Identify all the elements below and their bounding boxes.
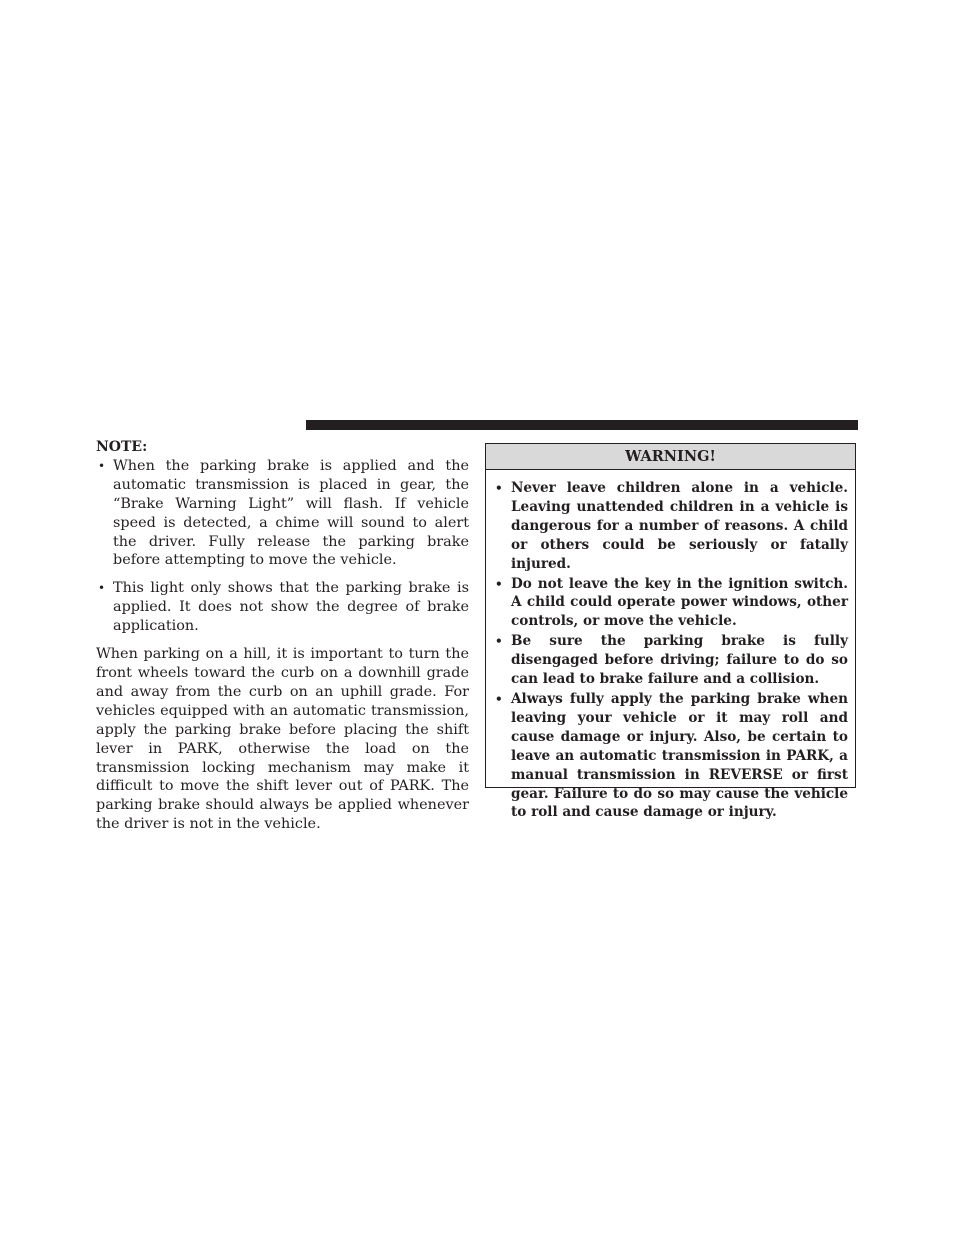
note-bullet-text: When the parking brake is applied and the automatic transmission is placed in gear, the “Brake Warning Light” will flash. If vehicle speed is detected, a chime will sound to alert the driver. Fully release the parking brake before attempting to move the vehicle. — [113, 457, 469, 569]
warning-title: WARNING! — [486, 444, 855, 470]
warning-bullet-item — [494, 632, 848, 689]
warning-bullet-item — [494, 479, 848, 574]
bullet-icon: • — [98, 458, 106, 473]
body-paragraph: When parking on a hill, it is important to turn the front wheels toward the curb on a downhill grade and away from the curb on an uphill grade. For vehicles equipped with an automatic transmission, apply the parking brake before placing the shift lever in PARK, otherwise the load on the transmission locking mechanism may make it difficult to move the shift lever out of PARK. The parking brake should always be applied whenever the driver is not in the vehicle. — [96, 646, 469, 833]
warning-bullet-text: Be sure the parking brake is fully disengaged before driving; failure to do so can lead to brake failure and a collision. — [511, 633, 848, 688]
note-bullet-text: This light only shows that the parking brake is applied. It does not show the degree of brake application. — [113, 580, 469, 635]
note-list — [96, 457, 469, 636]
bullet-icon: • — [495, 691, 503, 706]
bullet-icon: • — [495, 576, 503, 591]
warning-list — [486, 470, 855, 822]
note-heading: NOTE: — [96, 439, 148, 455]
warning-bullet-item — [494, 575, 848, 632]
note-bullet-item — [96, 457, 469, 570]
warning-bullet-text: Do not leave the key in the ignition switch. A child could operate power windows, other controls, or move the vehicle. — [511, 575, 848, 630]
section-header-bar — [306, 420, 858, 430]
bullet-icon: • — [495, 481, 503, 495]
bullet-icon: • — [495, 634, 503, 649]
warning-bullet-item — [494, 690, 848, 822]
note-bullet-item — [96, 579, 469, 636]
warning-bullet-text: Always fully apply the parking brake when leaving your vehicle or it may roll and cause damage or injury. Also, be certain to leave an automatic transmission in PARK, a manual transmission in REVERSE or first gear. Failure to do so may cause the vehicle to roll and cause damage or injury. — [511, 690, 848, 821]
warning-box — [485, 443, 856, 821]
warning-bullet-text: Never leave children alone in a vehicle. Leaving unattended children in a vehicle is dangerous for a number of reasons. A child or others could be seriously or fatally injured. — [511, 480, 848, 572]
left-column — [96, 438, 469, 834]
bullet-icon: • — [98, 581, 106, 596]
